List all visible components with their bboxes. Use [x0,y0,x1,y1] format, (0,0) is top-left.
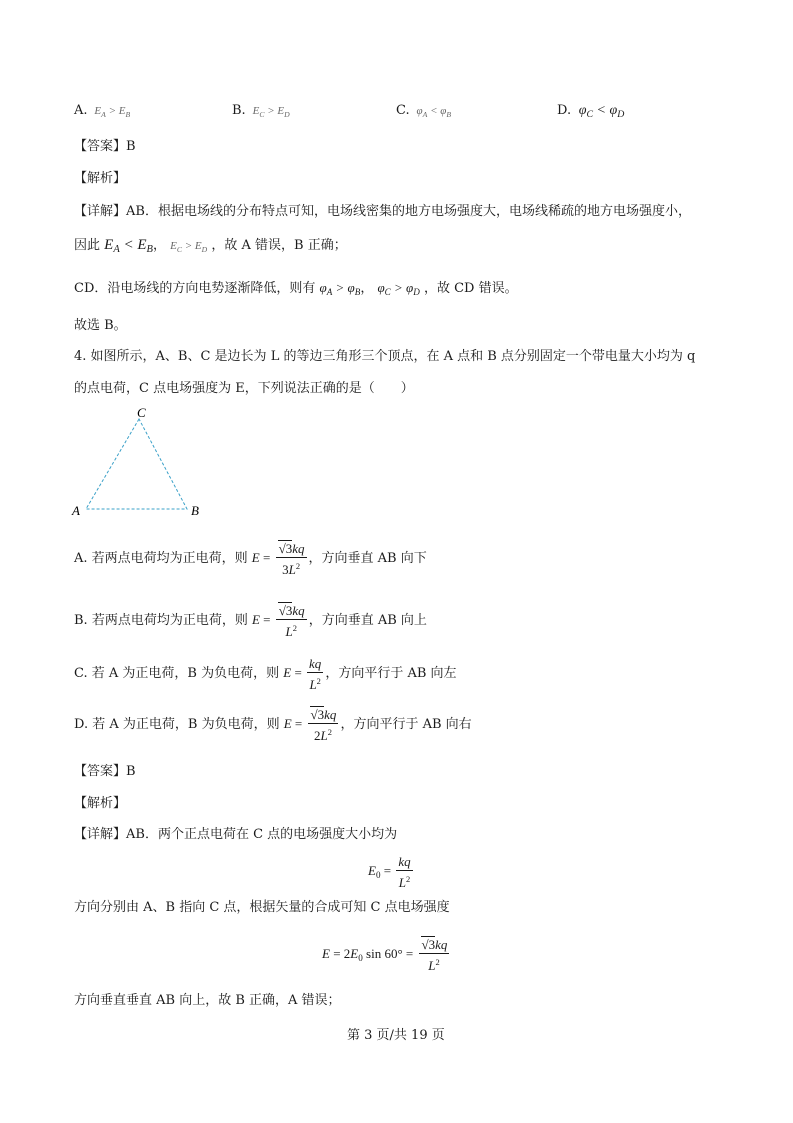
q4-option-c-formula: E = $\frac{kq}{L^2}$ [283,655,322,692]
q4-option-c-suffix: ，方向平行于 AB 向左 [325,666,457,681]
q4-option-c-prefix: C. 若 A 为正电荷，B 为负电荷，则 [74,666,280,681]
vertex-b-label: B [191,503,199,518]
q4-option-a-suffix: ，方向垂直 AB 向下 [308,551,427,566]
q3-option-a-formula: $E_A > E_B$ [91,105,131,119]
q4-option-b-suffix: ，方向垂直 AB 向上 [308,613,427,628]
page-footer: 第 3 页/共 19 页 [347,1028,445,1043]
q3-option-a [74,102,130,124]
q3-detail-line3-suffix: ，故 CD 错误。 [423,281,518,296]
q4-option-b [74,599,427,642]
q3-detail-line3-formula2: $\varphi_C > \varphi_D$ [377,280,420,297]
q4-option-d-suffix: ，方向平行于 AB 向右 [340,717,472,732]
q3-detail-line2-prefix: 因此 [74,238,101,253]
q3-detail-line3-prefix: CD．沿电场线的方向电势逐渐降低，则有 [74,281,316,296]
q4-stem-line1: 4. 如图所示，A、B、C 是边长为 L 的等边三角形三个顶点，在 A 点和 B 点分别固定一个带电量大小均为 q [74,349,696,364]
q4-analysis-tag: 【解析】 [74,796,127,811]
q3-detail-line2-suffix: ，故 A 错误，B 正确； [211,238,347,253]
q3-option-c-formula: $\varphi_A < \varphi_B$ [413,105,452,119]
q3-option-d-label: D. [557,103,572,118]
q4-answer [74,763,136,781]
q3-detail-line3-formula1: $\varphi_A > \varphi_B$ [319,280,361,297]
q3-option-b-label: B. [232,103,246,118]
q3-detail-tag: 【详解】 [74,204,127,219]
q3-answer-value: B [126,139,136,154]
q4-stem-line2: 的点电荷，C 点电场强度为 E，下列说法正确的是（ ） [74,381,414,396]
q3-detail-line3: CD．沿电场线的方向电势逐渐降低，则有 $\varphi_A > \varphi_B$， $\varphi_C > \varphi_D$ ，故 CD 错误。 [74,280,518,297]
q3-answer-tag: 【答案】 [74,139,127,154]
q4-option-d-prefix: D. 若 A 为正电荷，B 为负电荷，则 [74,717,280,732]
triangle-svg [70,405,210,520]
q3-option-a-label: A. [74,103,88,118]
q4-option-a-formula: E = $\frac{√3kq}{3L^2}$ [251,540,305,577]
q3-detail-line4: 故选 B。 [74,318,127,333]
q4-answer-tag: 【答案】 [74,764,127,779]
q4-formula-e: $E = 2E_0$ sin 60° = $\frac{√3kq}{L^2}$ [322,936,448,973]
q3-detail-text: AB．根据电场线的分布特点可知，电场线密集的地方电场强度大，电场线稀疏的地方电场强度小， [126,204,691,219]
q4-option-d [74,703,472,746]
q4-detail-line2: 方向分别由 A、B 指向 C 点，根据矢量的合成可知 C 点电场强度 [74,900,450,915]
q3-option-b-formula: $E_C > E_D$ [249,105,290,119]
q4-detail-line3: 方向垂直垂直 AB 向上，故 B 正确，A 错误； [74,993,341,1008]
q4-detail-text1: AB．两个正点电荷在 C 点的电场强度大小均为 [126,827,398,842]
q3-option-c-label: C. [396,103,410,118]
q4-option-a [74,537,427,580]
q4-answer-value: B [126,764,136,779]
vertex-a-label: A [72,503,80,518]
q3-detail-line2: 因此 $E_A < E_B$， $E_C > E_D$ ，故 A 错误，B 正确； [74,237,347,255]
vertex-c-label: C [137,405,146,420]
triangle-shape [86,419,187,509]
q3-analysis-tag: 【解析】 [74,171,127,186]
q4-detail-line1 [74,826,397,844]
q4-option-d-formula: E = $\frac{√3kq}{2L^2}$ [283,706,337,743]
q3-option-b [232,102,290,124]
q3-detail-line2-formula2: $E_C > E_D$ [170,240,208,254]
q3-option-c [396,102,451,124]
q3-answer [74,138,136,156]
q3-detail-line2-formula1: $E_A < E_B$ [104,237,153,255]
q3-option-d-formula: $\varphi_C < \varphi_D$ [575,103,625,120]
q4-option-a-prefix: A. 若两点电荷均为正电荷，则 [74,551,248,566]
q4-formula-e0: $E_0$ = $\frac{kq}{L^2}$ [368,853,411,890]
q4-option-b-prefix: B. 若两点电荷均为正电荷，则 [74,613,248,628]
triangle-figure [70,405,210,520]
q3-detail-line1 [74,203,691,221]
q3-option-d [557,102,624,124]
q4-option-b-formula: E = $\frac{√3kq}{L^2}$ [251,602,305,639]
q4-option-c [74,652,457,695]
q4-detail-tag: 【详解】 [74,827,127,842]
